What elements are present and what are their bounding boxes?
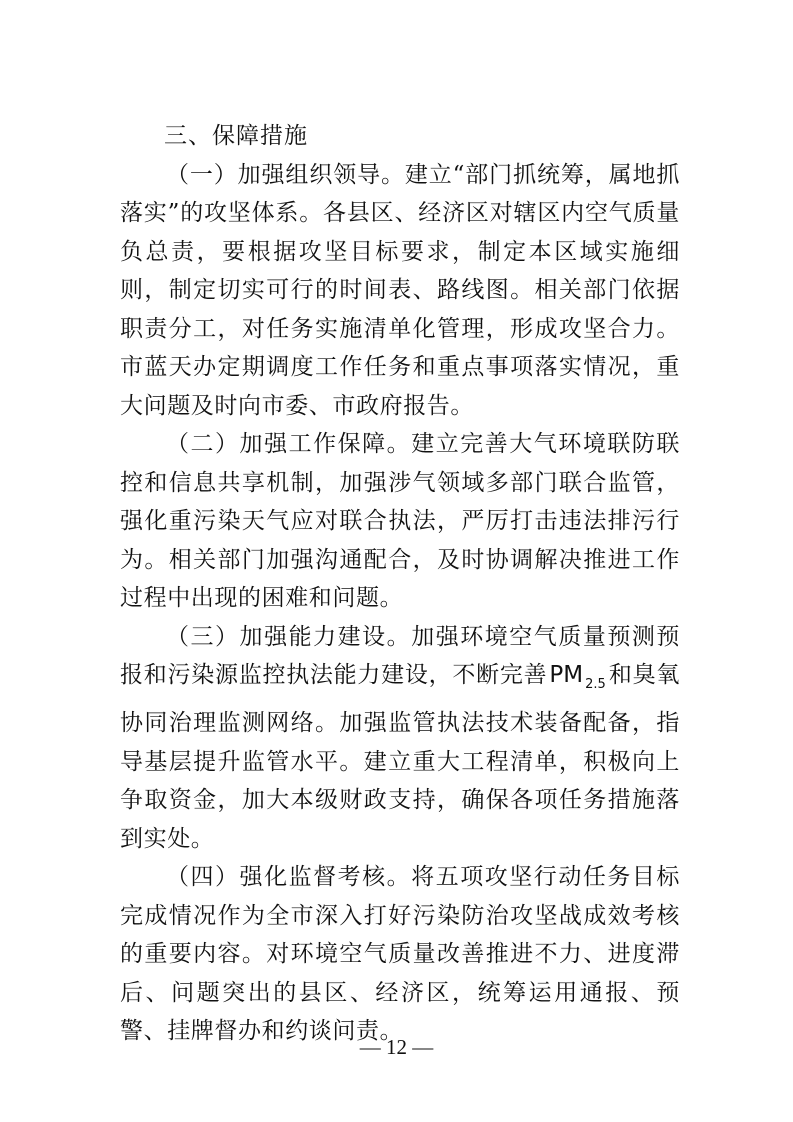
pm-label: PM (549, 662, 584, 688)
paragraph-supervision-assessment (120, 858, 680, 1051)
page-number: — 12 — (359, 1035, 434, 1059)
paragraph-text: 和臭氧协同治理监测网络。加强监管执法技术装备配备，指导基层提升监管水平。建立重大工程清单，积极向上争取资金，加大本级财政支持，确保各项任务措施落到实处。 (120, 662, 680, 852)
pm-subscript: 2.5 (585, 676, 606, 692)
paragraph-title: （三）加强能力建设。 (166, 623, 412, 650)
paragraph-text: 建立完善大气环境联防联控和信息共享机制，加强涉气领域多部门联合监管，强化重污染天气应对联合执法，严厉打击违法排污行为。相关部门加强沟通配合，及时协调解决推进工作过程中出现的困难和问题。 (120, 431, 680, 611)
paragraph-title: （四）强化监督考核。 (166, 864, 412, 891)
paragraph-title: （二）加强工作保障。 (166, 431, 412, 457)
paragraph-text: 建立“部门抓统筹，属地抓落实”的攻坚体系。各县区、经济区对辖区内空气质量负总责，要根据攻坚目标要求，制定本区域实施细则，制定切实可行的时间表、路线图。相关部门依据职责分工，对任务实施清单化管理，形成攻坚合力。市蓝天办定期调度工作任务和重点事项落实情况，重大问题及时向市委、市政府报告。 (120, 161, 680, 419)
paragraph-title: （一）加强组织领导。 (166, 161, 405, 188)
section-heading: 三、保障措施 (164, 123, 308, 149)
paragraph-organization-leadership (120, 156, 680, 426)
paragraph-text: 加强环境空气质量预测预报和污染源监控执法能力建设，不断完善 (120, 623, 680, 688)
paragraph-capacity-building (120, 618, 680, 859)
document-body (120, 117, 680, 1051)
paragraph-work-guarantee (120, 425, 680, 618)
paragraph-text: 将五项攻坚行动任务目标完成情况作为全市深入打好污染防治攻坚战成效考核的重要内容。对环境空气质量改善推进不力、进度滞后、问题突出的县区、经济区，统筹运用通报、预警、挂牌督办和约谈问责。 (120, 864, 680, 1045)
